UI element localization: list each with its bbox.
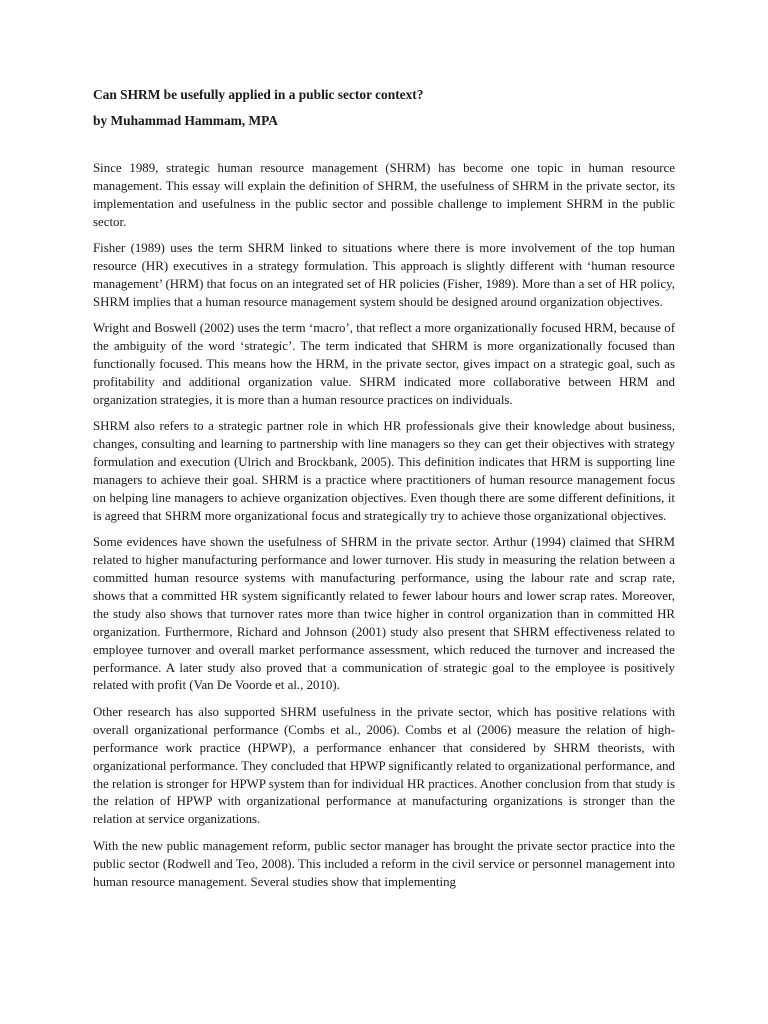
paragraph-private-sector-evidence: Some evidences have shown the usefulness of SHRM in the private sector. Arthur (1994) claimed that SHRM related to higher manufacturing performance and lower turnover. His study in measuring the relation between a committed human resource systems with manufacturing performance, using the labour rate and scrap rate, shows that a committed HR system significantly related to fewer labour hours and lower scrap rates. Moreover, the study also shows that turnover rates more than twice higher in control organization than in committed HR organization. Furthermore, Richard and Johnson (2001) study also present that SHRM effectiveness related to employee turnover and overall market performance assessment, which reduced the turnover and increased the performance. A later study also proved that a communication of strategic goal to the employee is positively related with profit (Van De Voorde et al., 2010). bbox=[93, 535, 675, 693]
essay-author: by Muhammad Hammam, MPA bbox=[93, 113, 278, 128]
paragraph-fisher-definition: Fisher (1989) uses the term SHRM linked to situations where there is more involvement of the top human resource (HR) executives in a strategy formulation. This approach is slightly different with ‘human resource management’ (HRM) that focus on an integrated set of HR policies (Fisher, 1989). More than a set of HR policy, SHRM implies that a human resource management system should be designed around organization objectives. bbox=[93, 241, 675, 309]
paragraph-strategic-partner: SHRM also refers to a strategic partner role in which HR professionals give their knowledge about business, changes, consulting and learning to partnership with line managers so they can get their objectives with strategy formulation and execution (Ulrich and Brockbank, 2005). This definition indicates that HRM is supporting line managers to achieve their goal. SHRM is a practice where practitioners of human resource management focus on helping line managers to achieve organization objectives. Even though there are some different definitions, it is agreed that SHRM more organizational focus and strategically try to achieve those organizational objectives. bbox=[93, 419, 675, 523]
paragraph-public-management-reform: With the new public management reform, public sector manager has brought the private sector practice into the public sector (Rodwell and Teo, 2008). This included a reform in the civil service or personnel management into human resource management. Several studies show that implementing bbox=[93, 838, 675, 889]
essay-title: Can SHRM be usefully applied in a public sector context? bbox=[93, 87, 424, 102]
paragraph-introduction: Since 1989, strategic human resource management (SHRM) has become one topic in human resource management. This essay will explain the definition of SHRM, the usefulness of SHRM in the private sector, its implementation and usefulness in the public sector and possible challenge to implement SHRM in the public sector. bbox=[93, 161, 675, 229]
document-content bbox=[93, 86, 675, 900]
paragraph-hpwp-research: Other research has also supported SHRM usefulness in the private sector, which has positive relations with overall organizational performance (Combs et al., 2006). Combs et al (2006) measure the relation of high-performance work practice (HPWP), a performance enhancer that considered by SHRM theorists, with organizational performance. They concluded that HPWP significantly related to organizational performance, and the relation is stronger for HPWP system than for individual HR practices. Another conclusion from that study is the relation of HPWP with organizational performance at manufacturing organizations is stronger than the relation at service organizations. bbox=[93, 704, 675, 827]
paragraph-wright-boswell: Wright and Boswell (2002) uses the term ‘macro’, that reflect a more organizationally focused HRM, because of the ambiguity of the word ‘strategic’. The term indicated that SHRM is more organizationally focused than functionally focused. This means how the HRM, in the private sector, gives impact on a strategic goal, such as profitability and additional organization value. SHRM indicated more collaborative between HRM and organization strategies, it is more than a human resource practices on individuals. bbox=[93, 321, 675, 407]
